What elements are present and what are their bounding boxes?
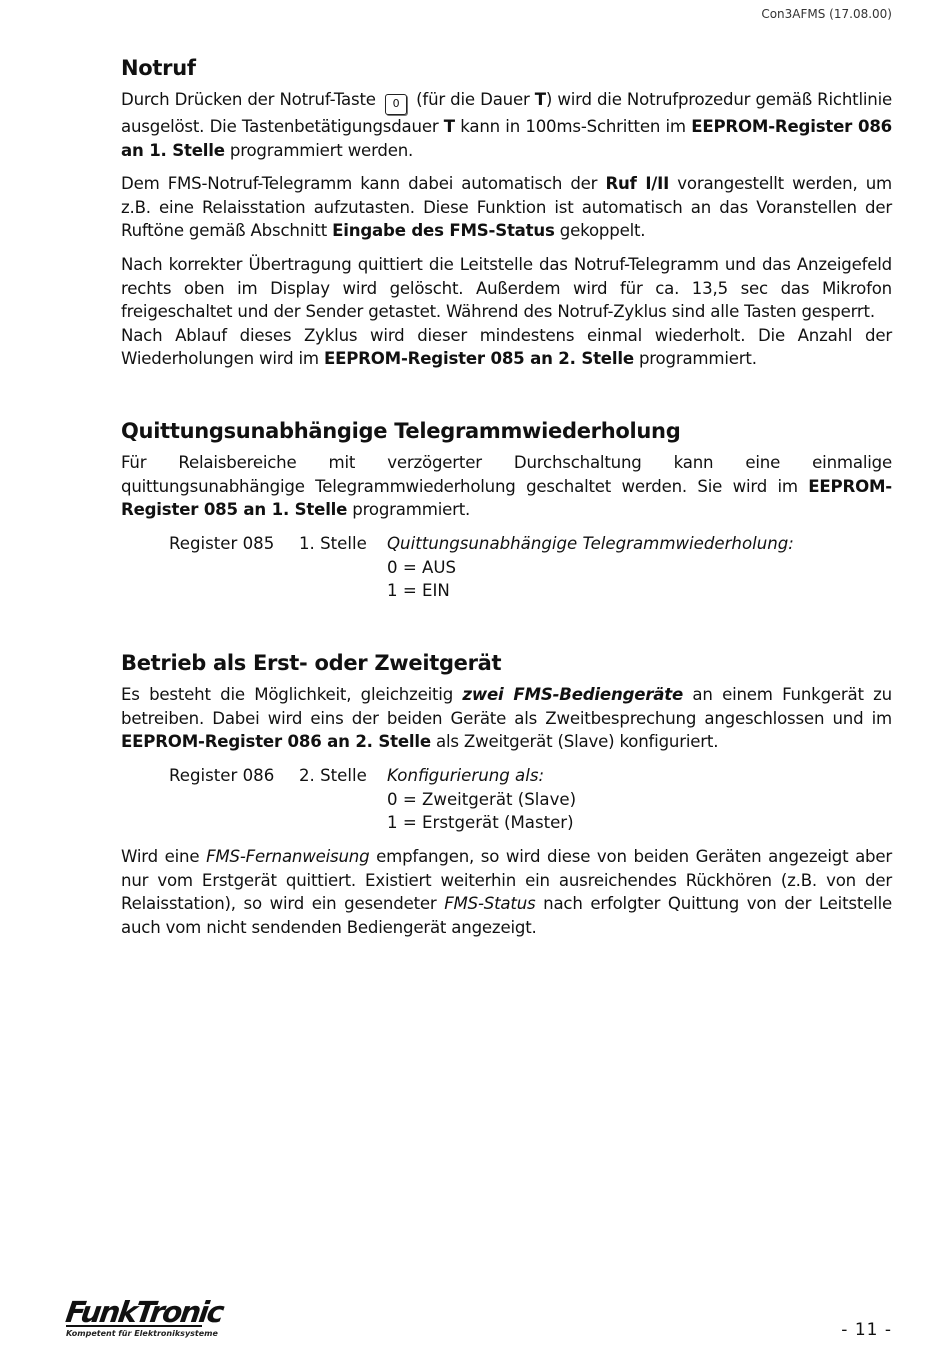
register-value: 1 = EIN xyxy=(387,581,450,601)
register-086-block xyxy=(169,764,892,835)
document-reference: Con3AFMS (17.08.00) xyxy=(761,7,892,21)
notruf-paragraph-4: Nach Ablauf dieses Zyklus wird dieser mindestens einmal wiederholt. Die Anzahl der Wiederholungen wird im EEPROM-Register 085 an 2. Stelle programmiert. xyxy=(121,325,892,369)
register-name: Register 086 xyxy=(169,765,275,785)
logo-tagline: Kompetent für Elektroniksysteme xyxy=(66,1329,218,1338)
register-value: 1 = Erstgerät (Master) xyxy=(387,813,574,833)
section-title-quittung: Quittungsunabhängige Telegrammwiederholung xyxy=(121,418,681,443)
betrieb-paragraph-1: Es besteht die Möglichkeit, gleichzeitig zwei FMS-Bediengeräte an einem Funkgerät zu betreiben. Dabei wird eins der beiden Geräte als Zweitbesprechung angeschlossen und im EEPROM-Register 086 an 2. Stelle als Zweitgerät (Slave) konfiguriert. xyxy=(121,685,893,752)
register-value: 0 = Zweitgerät (Slave) xyxy=(387,789,577,809)
register-description: Konfigurierung als: xyxy=(387,765,545,785)
notruf-key-icon: 0 xyxy=(385,94,407,115)
register-description: Quittungsunabhängige Telegrammwiederholung: xyxy=(387,533,794,553)
section-title-betrieb: Betrieb als Erst- oder Zweitgerät xyxy=(121,651,502,676)
notruf-paragraph-1: Durch Drücken der Notruf-Taste 0 (für die Dauer T) wird die Notrufprozedur gemäß Richtlinie ausgelöst. Die Tastenbetätigungsdauer T kann in 100ms-Schritten im EEPROM-Register 086 an 1. Stelle programmiert werden. xyxy=(121,90,893,160)
notruf-paragraph-3: Nach korrekter Übertragung quittiert die Leitstelle das Notruf-Telegramm und das Anzeigefeld rechts oben im Display wird gelöscht. Außerdem wird für ca. 13,5 sec das Mikrofon freigeschaltet und der Sender getastet. Während des Notruf-Zyklus sind alle Tasten gesperrt. xyxy=(121,254,892,322)
funktronic-logo xyxy=(63,1295,225,1338)
page-content xyxy=(121,56,892,950)
quittung-paragraph-1: Für Relaisbereiche mit verzögerter Durchschaltung kann eine einmalige quittungsunabhängige Telegrammwiederholung geschaltet werden. Sie wird im EEPROM-Register 085 an 1. Stelle programmiert. xyxy=(121,452,892,520)
page-number: - 11 - xyxy=(841,1320,892,1340)
register-value: 0 = AUS xyxy=(387,557,457,577)
register-name: Register 085 xyxy=(169,533,275,553)
register-position: 1. Stelle xyxy=(299,533,367,553)
betrieb-paragraph-2: Wird eine FMS-Fernanweisung empfangen, so wird diese von beiden Geräten angezeigt aber nur vom Erstgerät quittiert. Existiert weiterhin ein ausreichendes Rückhören (z.B. von der Relaisstation), so wird ein gesendeter FMS-Status nach erfolgter Quittung von der Leitstelle auch vom nicht sendenden Bediengerät angezeigt. xyxy=(121,847,893,938)
register-position: 2. Stelle xyxy=(299,765,367,785)
register-085-block xyxy=(169,532,892,603)
notruf-paragraph-2: Dem FMS-Notruf-Telegramm kann dabei automatisch der Ruf I/II vorangestellt werden, um z.B. eine Relaisstation aufzutasten. Diese Funktion ist automatisch an das Voranstellen der Ruftöne gemäß Abschnitt Eingabe des FMS-Status gekoppelt. xyxy=(121,174,892,241)
section-title-notruf: Notruf xyxy=(121,56,196,80)
logo-wordmark: FunkTronic xyxy=(63,1295,225,1329)
